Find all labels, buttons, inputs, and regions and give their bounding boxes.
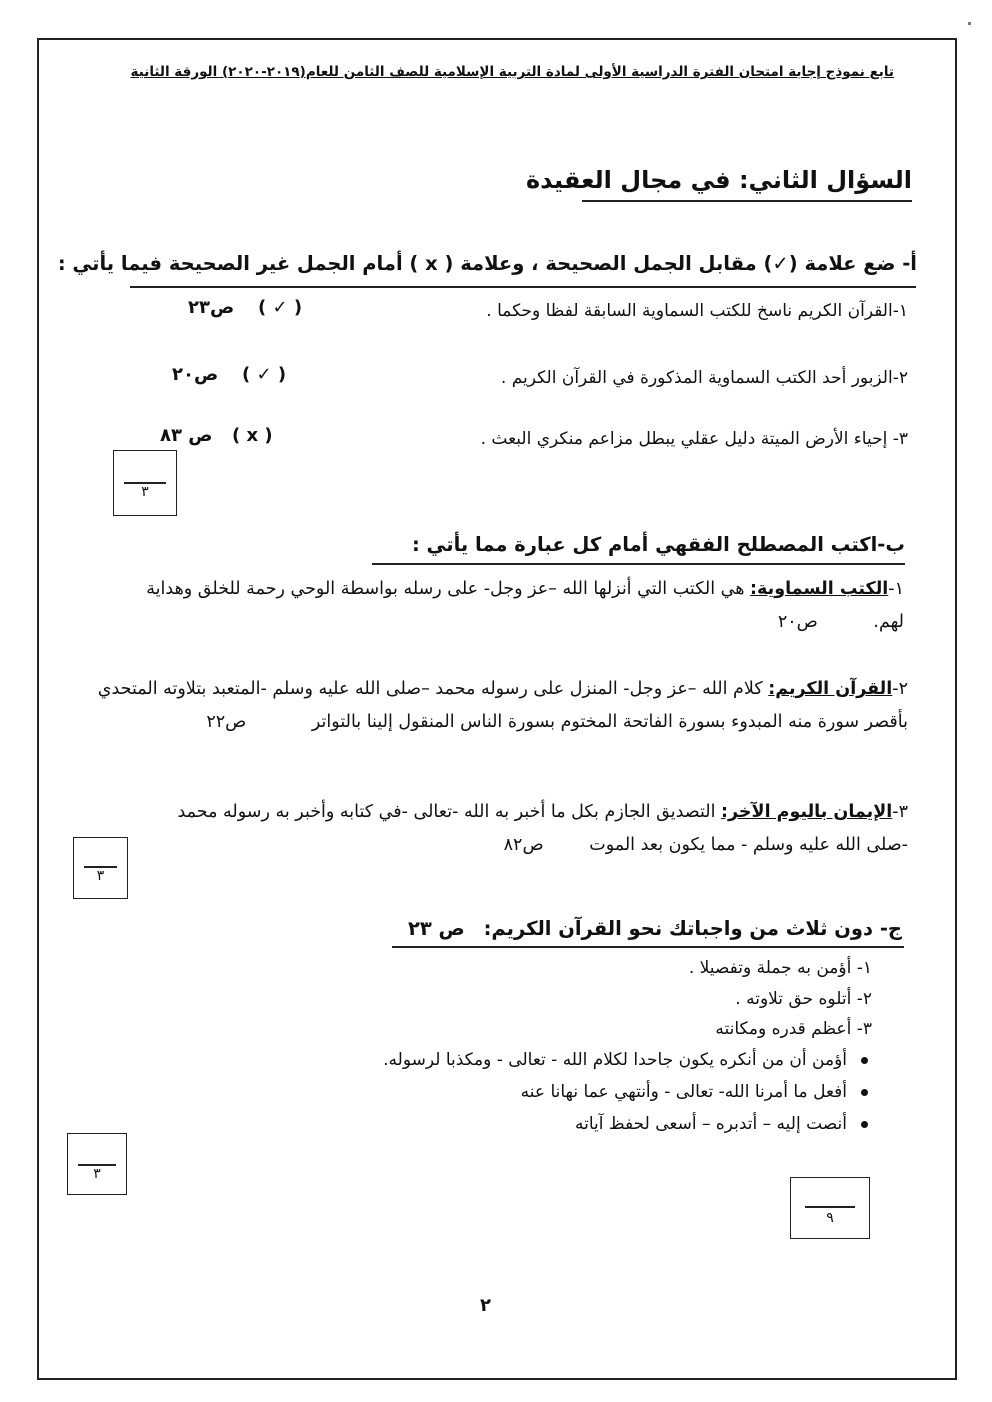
section-b-page-2: ص٢٢ — [206, 712, 247, 732]
section-c-title: ج- دون ثلاث من واجباتك نحو القرآن الكريم: ص ٢٣ — [407, 917, 902, 940]
section-a-page-3: ص ٨٣ — [160, 425, 213, 446]
section-a-answer-2: ( ✓ ) — [242, 364, 287, 385]
section-c-underline — [392, 946, 904, 948]
scan-speck — [968, 22, 971, 25]
total-score-box — [790, 1177, 870, 1239]
definition-heavenly-books: هي الكتب التي أنزلها الله –عز وجل- على رسله بواسطة الوحي رحمة للخلق وهداية لهم. — [146, 579, 904, 632]
page-number: ٢ — [480, 1295, 491, 1316]
section-b-page-1: ص٢٠ — [777, 612, 818, 632]
section-b-item-2: ٢-القرآن الكريم: كلام الله –عز وجل- المنزل على رسوله محمد –صلى الله عليه وسلم -المتعبد بتلاوته المتحدي بأقصر سورة منه المبدوء بسورة الفاتحة المختوم بسورة الناس المنقول إلينا بالتواتر ص٢٢ — [93, 673, 908, 739]
section-c-numbered-2: ٢- أتلوه حق تلاوته . — [735, 989, 872, 1009]
page-header: تابع نموذج إجابة امتحان الفترة الدراسية الأولى لمادة التربية الإسلامية للصف الثامن للعام(٢٠١٩-٢٠٢٠) الورقة الثانية — [130, 64, 894, 80]
section-a-item-1: ١-القرآن الكريم ناسخ للكتب السماوية السابقة لفظا وحكما . — [486, 301, 908, 321]
section-c-bullet-2: أفعل ما أمرنا الله- تعالى - وأنتهي عما نهانا عنه — [521, 1082, 868, 1102]
section-c-title-page: ص ٢٣ — [407, 917, 465, 940]
section-a-item-2: ٢-الزبور أحد الكتب السماوية المذكورة في القرآن الكريم . — [500, 368, 908, 388]
section-c-numbered-1: ١- أؤمن به جملة وتفصيلا . — [688, 958, 872, 978]
section-b-score-box — [73, 837, 128, 899]
section-c-score: ٣ — [93, 1166, 101, 1182]
section-b-page-3: ص٨٢ — [503, 835, 544, 855]
term-holy-quran: القرآن الكريم: — [768, 679, 893, 699]
section-b-score: ٣ — [96, 868, 105, 884]
section-a-answer-3: ( x ) — [232, 425, 273, 446]
section-b-underline — [372, 563, 905, 565]
section-c-bullet-3: أنصت إليه – أتدبره – أسعى لحفظ آياته — [575, 1114, 868, 1134]
section-b-item-3: ٣-الإيمان باليوم الآخر: التصديق الجازم بكل ما أخبر به الله -تعالى -في كتابه وأخبر به رسوله محمد -صلى الله عليه وسلم - مما يكون بعد الموت ص٨٢ — [173, 796, 908, 862]
section-b-title: ب-اكتب المصطلح الفقهي أمام كل عبارة مما يأتي : — [411, 533, 905, 556]
section-a-score-box — [113, 450, 177, 516]
section-c-numbered-3: ٣- أعظم قدره ومكانته — [715, 1019, 872, 1039]
bullet-dot-icon — [861, 1089, 868, 1096]
definition-belief-last-day: التصديق الجازم بكل ما أخبر به الله -تعالى -في كتابه وأخبر به رسوله محمد -صلى الله عليه وسلم - مما يكون بعد الموت — [177, 802, 908, 855]
section-c-score-box — [67, 1133, 127, 1195]
section-a-title: أ- ضع علامة (✓) مقابل الجمل الصحيحة ، وعلامة ( x ) أمام الجمل غير الصحيحة فيما يأتي : — [57, 252, 917, 275]
definition-holy-quran: كلام الله –عز وجل- المنزل على رسوله محمد –صلى الله عليه وسلم -المتعبد بتلاوته المتحدي بأقصر سورة منه المبدوء بسورة الفاتحة المختوم بسورة الناس المنقول إلينا بالتواتر — [97, 679, 908, 732]
term-belief-last-day: الإيمان باليوم الآخر: — [721, 802, 893, 822]
bullet-dot-icon — [861, 1121, 868, 1128]
bullet-dot-icon — [861, 1057, 868, 1064]
section-a-item-3: ٣- إحياء الأرض الميتة دليل عقلي يبطل مزاعم منكري البعث . — [480, 429, 908, 449]
section-b-item-1: ١-الكتب السماوية: هي الكتب التي أنزلها الله –عز وجل- على رسله بواسطة الوحي رحمة للخلق وهداية لهم. ص٢٠ — [114, 573, 904, 639]
question-title: السؤال الثاني: في مجال العقيدة — [582, 166, 912, 202]
section-a-page-2: ص٢٠ — [172, 364, 219, 385]
term-heavenly-books: الكتب السماوية: — [750, 579, 889, 599]
total-score: ٩ — [826, 1210, 834, 1226]
section-c-bullet-1: أؤمن أن من أنكره يكون جاحدا لكلام الله - تعالى - ومكذبا لرسوله. — [383, 1050, 868, 1070]
section-a-score: ٣ — [141, 484, 149, 500]
section-a-answer-1: ( ✓ ) — [258, 297, 303, 318]
section-a-underline — [130, 286, 916, 288]
section-a-page-1: ص٢٣ — [188, 297, 235, 318]
